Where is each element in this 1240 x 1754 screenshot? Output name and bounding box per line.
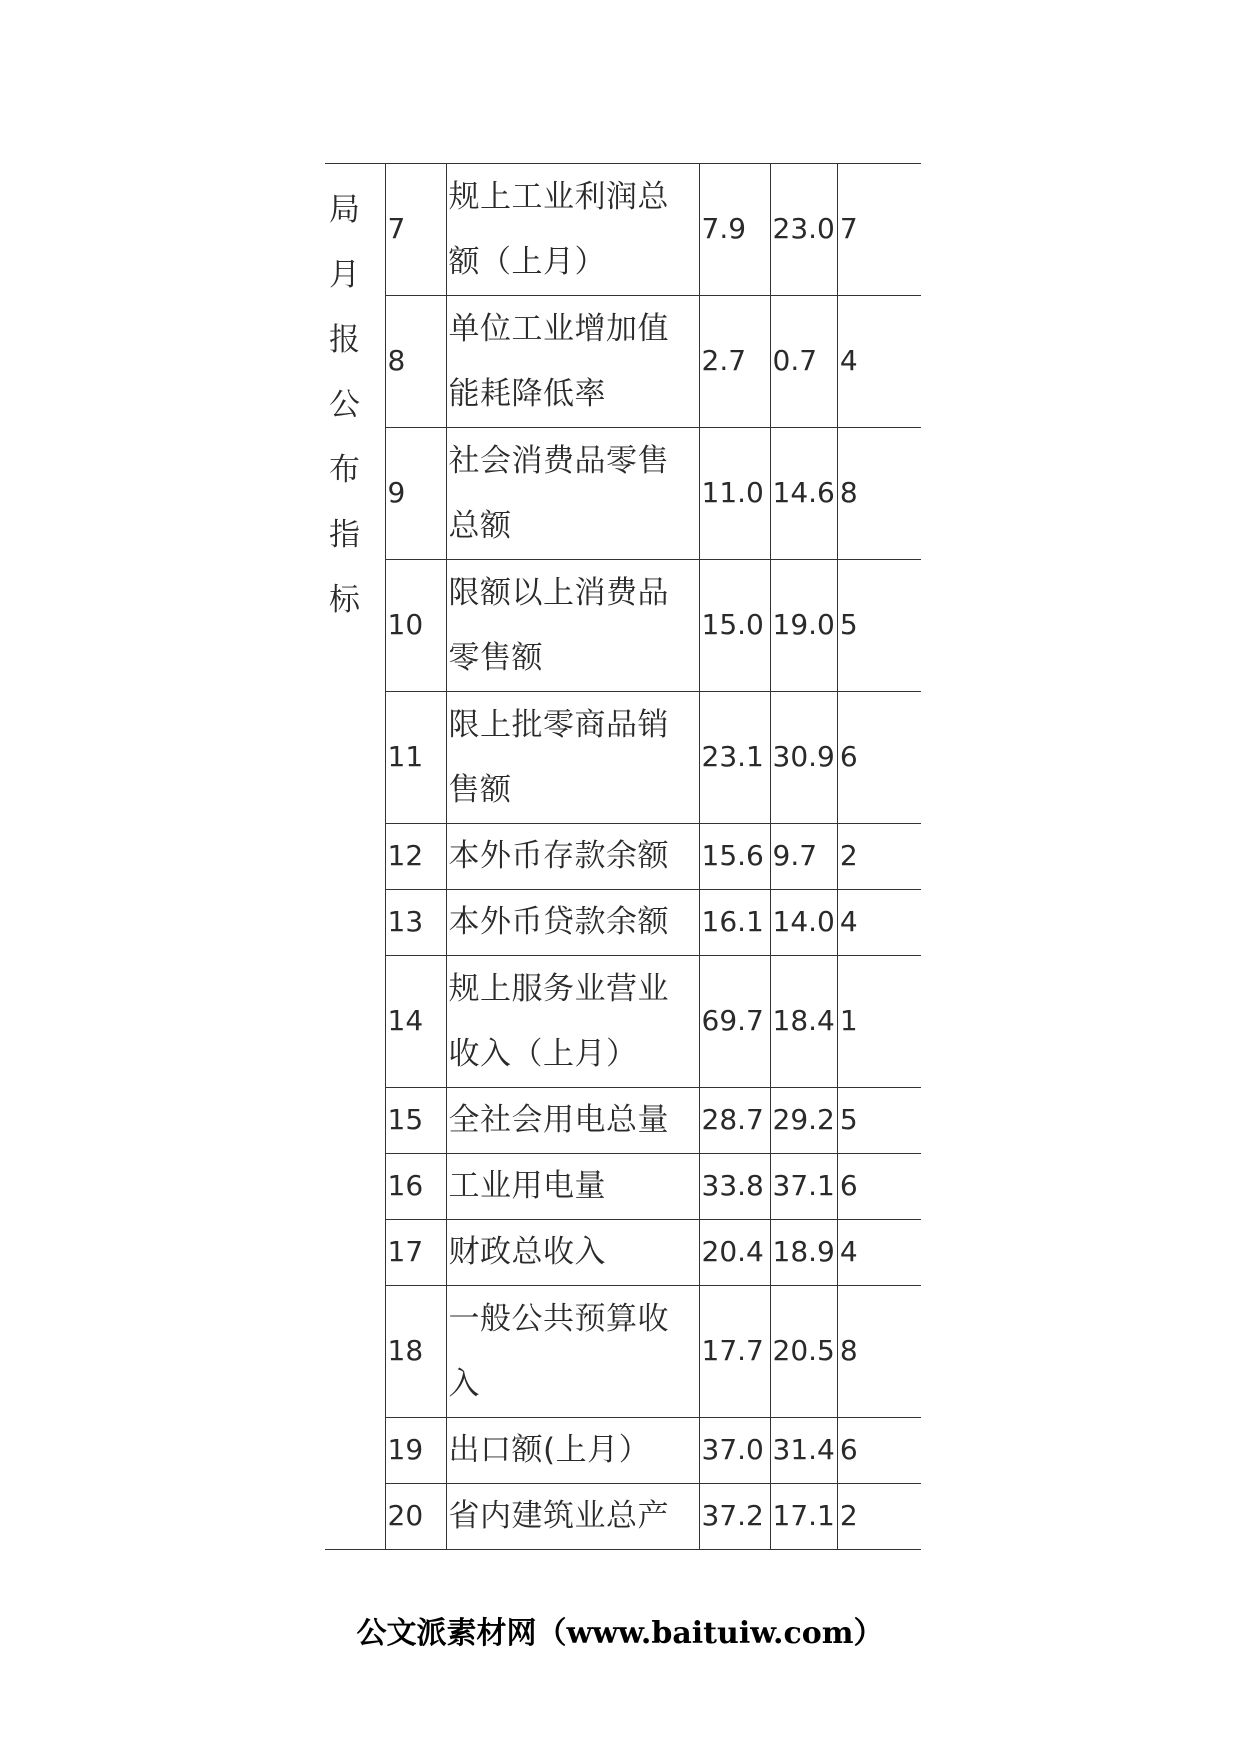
value-1-cell: 28.7 [699,1088,770,1154]
indicator-name-cell: 规上服务业营业收入（上月） [446,956,699,1088]
value-1-cell: 16.1 [699,890,770,956]
rank-cell: 4 [837,296,921,428]
rank-cell: 5 [837,1088,921,1154]
table-row [325,1418,921,1484]
table-row [325,1154,921,1220]
value-1-cell: 2.7 [699,296,770,428]
indicator-name-cell: 省内建筑业总产 [446,1484,699,1550]
statistics-table [325,163,921,1550]
table-row [325,428,921,560]
rank-cell: 2 [837,824,921,890]
table-body [325,164,921,1550]
table-row [325,824,921,890]
indicator-name-cell: 财政总收入 [446,1220,699,1286]
row-number-cell: 9 [385,428,446,560]
row-number-cell: 17 [385,1220,446,1286]
value-1-cell: 15.0 [699,560,770,692]
indicator-name-cell: 单位工业增加值能耗降低率 [446,296,699,428]
value-1-cell: 17.7 [699,1286,770,1418]
value-1-cell: 33.8 [699,1154,770,1220]
rank-cell: 6 [837,1154,921,1220]
value-2-cell: 37.1 [770,1154,837,1220]
indicator-name-cell: 社会消费品零售总额 [446,428,699,560]
table-row [325,1220,921,1286]
value-1-cell: 69.7 [699,956,770,1088]
value-2-cell: 18.9 [770,1220,837,1286]
value-2-cell: 31.4 [770,1418,837,1484]
row-number-cell: 19 [385,1418,446,1484]
value-2-cell: 29.2 [770,1088,837,1154]
rank-cell: 1 [837,956,921,1088]
value-1-cell: 23.1 [699,692,770,824]
table-row [325,692,921,824]
value-2-cell: 18.4 [770,956,837,1088]
value-2-cell: 14.0 [770,890,837,956]
row-number-cell: 8 [385,296,446,428]
indicator-name-cell: 本外币贷款余额 [446,890,699,956]
row-number-cell: 18 [385,1286,446,1418]
indicator-name-cell: 出口额(上月） [446,1418,699,1484]
row-number-cell: 15 [385,1088,446,1154]
rank-cell: 7 [837,164,921,296]
rank-cell: 8 [837,1286,921,1418]
rank-cell: 6 [837,1418,921,1484]
indicator-name-cell: 本外币存款余额 [446,824,699,890]
table-row [325,1286,921,1418]
indicator-name-cell: 工业用电量 [446,1154,699,1220]
rank-cell: 5 [837,560,921,692]
row-number-cell: 20 [385,1484,446,1550]
indicator-name-cell: 一般公共预算收入 [446,1286,699,1418]
table-row [325,1484,921,1550]
row-number-cell: 16 [385,1154,446,1220]
value-2-cell: 23.0 [770,164,837,296]
value-2-cell: 30.9 [770,692,837,824]
row-number-cell: 14 [385,956,446,1088]
rank-cell: 8 [837,428,921,560]
value-1-cell: 7.9 [699,164,770,296]
value-1-cell: 20.4 [699,1220,770,1286]
row-number-cell: 11 [385,692,446,824]
value-2-cell: 20.5 [770,1286,837,1418]
rank-cell: 2 [837,1484,921,1550]
table-row [325,296,921,428]
value-2-cell: 17.1 [770,1484,837,1550]
row-number-cell: 12 [385,824,446,890]
rank-cell: 6 [837,692,921,824]
category-cell [325,164,385,1550]
value-2-cell: 19.0 [770,560,837,692]
value-2-cell: 0.7 [770,296,837,428]
category-label: 局月报公布指标 [329,192,360,618]
row-number-cell: 7 [385,164,446,296]
indicator-name-cell: 限上批零商品销售额 [446,692,699,824]
indicator-name-cell: 规上工业利润总额（上月） [446,164,699,296]
value-1-cell: 15.6 [699,824,770,890]
table-row [325,560,921,692]
table-row [325,890,921,956]
row-number-cell: 10 [385,560,446,692]
table-row [325,164,921,296]
table-row [325,1088,921,1154]
indicator-name-cell: 限额以上消费品零售额 [446,560,699,692]
table-row [325,956,921,1088]
value-2-cell: 14.6 [770,428,837,560]
footer-source-text: 公文派素材网（www.baituiw.com） [356,1616,884,1651]
rank-cell: 4 [837,890,921,956]
value-1-cell: 11.0 [699,428,770,560]
value-2-cell: 9.7 [770,824,837,890]
value-1-cell: 37.0 [699,1418,770,1484]
row-number-cell: 13 [385,890,446,956]
rank-cell: 4 [837,1220,921,1286]
value-1-cell: 37.2 [699,1484,770,1550]
indicator-name-cell: 全社会用电总量 [446,1088,699,1154]
